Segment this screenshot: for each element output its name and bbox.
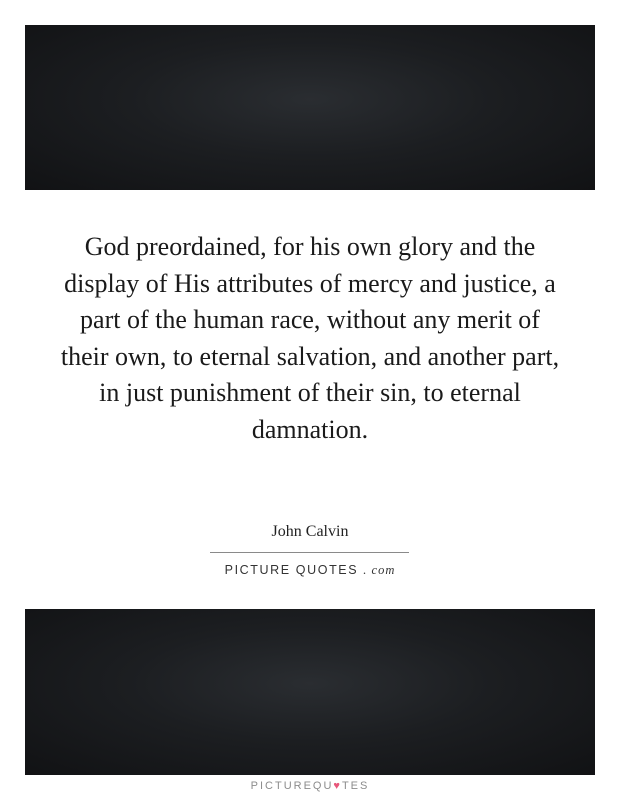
heart-icon: ♥ bbox=[333, 780, 342, 792]
top-dark-banner bbox=[25, 25, 595, 190]
footer-brand[interactable] bbox=[0, 780, 620, 792]
watermark-name: PICTURE QUOTES bbox=[224, 563, 359, 577]
watermark-tld: . com bbox=[363, 563, 396, 577]
footer-brand-end: TES bbox=[341, 780, 370, 792]
watermark-logo bbox=[0, 563, 620, 578]
quote-text: God preordained, for his own glory and the display of His attributes of mercy and justice, a part of the human race, without any merit of their own, to eternal salvation, and another part, in just punishment of their sin, to eternal damnation. bbox=[60, 232, 560, 444]
bottom-dark-banner bbox=[25, 609, 595, 775]
author-divider bbox=[210, 552, 409, 553]
footer-brand-start: PICTUREQU bbox=[250, 780, 334, 792]
quote-author: John Calvin bbox=[271, 523, 349, 540]
